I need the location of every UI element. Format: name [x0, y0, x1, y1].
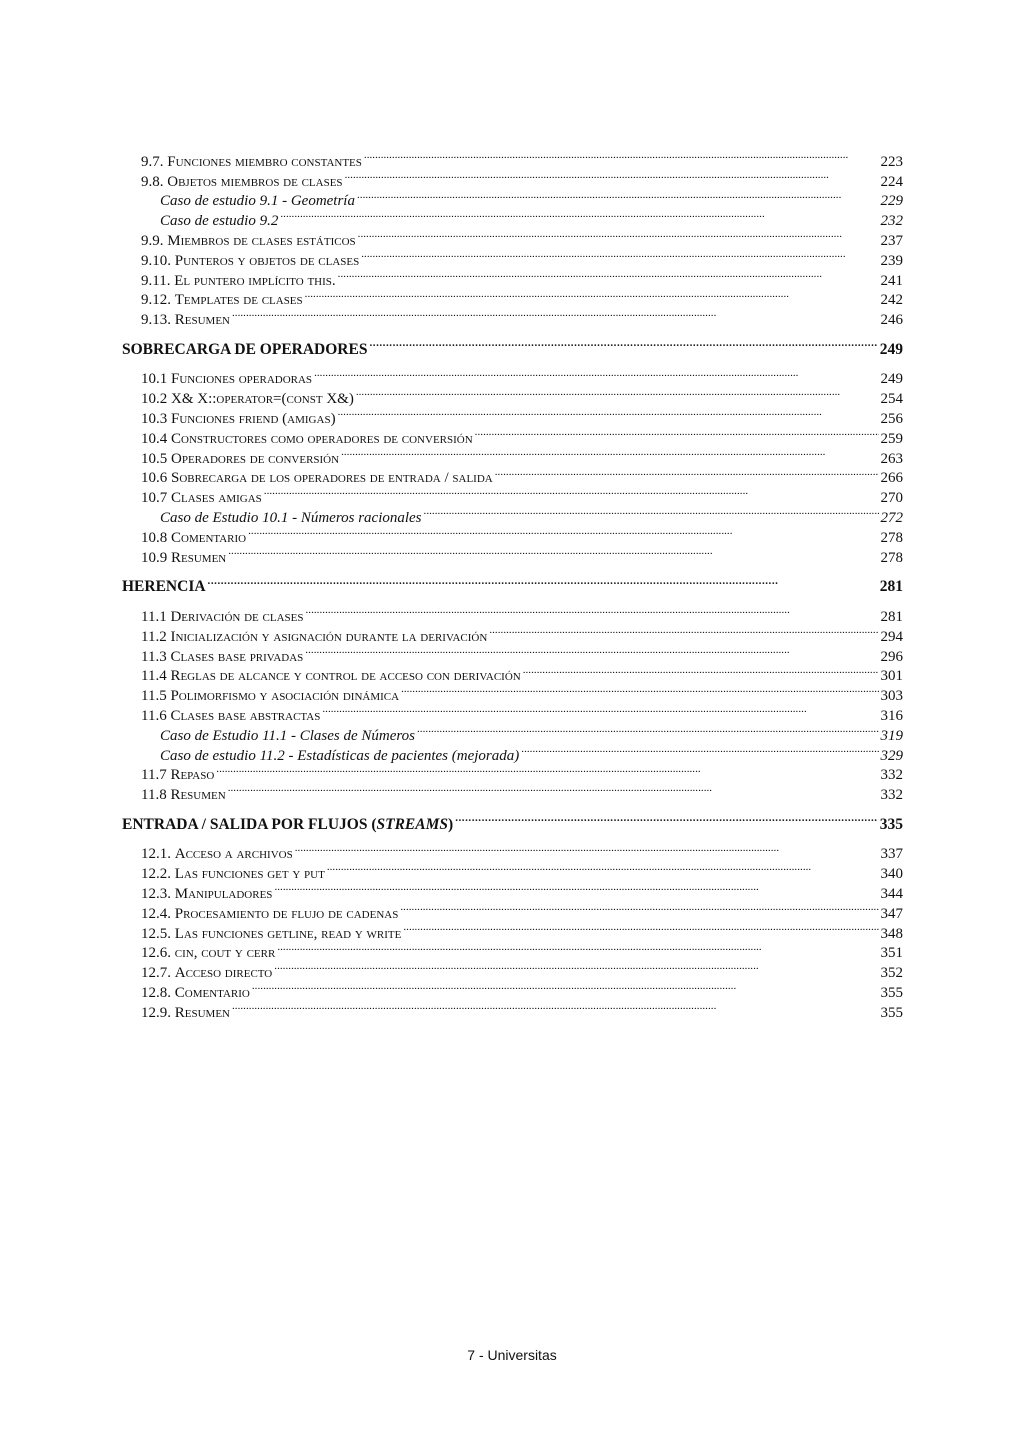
toc-entry-number: 11.8 — [141, 787, 167, 804]
toc-entry-text: El puntero implícito this. — [174, 272, 336, 289]
dot-leader — [400, 898, 878, 918]
toc-section-entry[interactable] — [122, 542, 903, 566]
toc-entry-text: Operadores de conversión — [171, 450, 340, 467]
toc-entry-text: Templates de clases — [174, 292, 303, 309]
toc-page-number: 340 — [880, 866, 903, 883]
toc-entry-title — [160, 212, 278, 232]
dot-leader — [417, 720, 879, 740]
table-of-contents — [122, 146, 903, 1021]
toc-page-number: 332 — [880, 767, 903, 784]
toc-entry-title — [141, 845, 293, 865]
toc-page-number: 319 — [880, 727, 903, 744]
toc-entry-text: Caso de Estudio 10.1 - Números racionales — [160, 510, 422, 527]
toc-entry-number: 11.1 — [141, 608, 167, 625]
toc-page-number: 337 — [880, 846, 903, 863]
toc-entry-text: Reglas de alcance y control de acceso con derivación — [170, 668, 521, 685]
dot-leader — [489, 621, 878, 641]
dot-leader — [322, 700, 878, 720]
toc-section-entry[interactable] — [122, 304, 903, 329]
toc-entry-title — [122, 815, 453, 835]
toc-entry-text: Procesamiento de flujo de cadenas — [174, 905, 399, 922]
toc-entry-number: 10.4 — [141, 430, 168, 447]
toc-entry-title — [141, 885, 272, 905]
toc-entry-text: Acceso directo — [174, 965, 273, 982]
toc-entry-title — [141, 648, 303, 668]
toc-entry-number: 9.8. — [141, 173, 164, 190]
dot-leader — [216, 760, 878, 780]
toc-entry-text: Punteros y objetos de clases — [174, 252, 360, 269]
toc-page-number: 352 — [880, 965, 903, 982]
dot-leader — [475, 423, 879, 443]
toc-entry-number: 11.7 — [141, 767, 167, 784]
toc-entry-title — [141, 232, 356, 252]
toc-entry-number: 9.7. — [141, 153, 164, 170]
toc-page-number: 239 — [880, 252, 903, 269]
toc-entry-text: Constructores como operadores de conversión — [171, 430, 473, 447]
dot-leader — [252, 977, 879, 997]
dot-leader — [305, 285, 879, 305]
dot-leader — [274, 878, 878, 898]
dot-leader — [521, 740, 878, 760]
toc-page-number: 254 — [880, 391, 903, 408]
toc-section-entry[interactable] — [122, 779, 903, 804]
toc-entry-number: 11.4 — [141, 668, 167, 685]
toc-entry-number: 9.9. — [141, 232, 164, 249]
toc-section-entry[interactable] — [122, 146, 903, 170]
toc-entry-number: 12.4. — [141, 905, 171, 922]
toc-page-number: 347 — [880, 905, 903, 922]
toc-entry-number: 10.6 — [141, 470, 168, 487]
toc-entry-number: 12.9. — [141, 1004, 171, 1021]
toc-entry-text: Caso de Estudio 11.1 - Clases de Números — [160, 727, 415, 744]
toc-entry-text: Clases amigas — [171, 490, 262, 507]
toc-entry-text: Funciones miembro constantes — [167, 153, 362, 170]
toc-page-number: 303 — [880, 688, 903, 705]
dot-leader — [305, 601, 878, 621]
toc-entry-title — [141, 786, 226, 806]
dot-leader — [280, 205, 878, 225]
toc-page-number: 237 — [880, 232, 903, 249]
toc-section-entry[interactable] — [122, 997, 903, 1021]
toc-page-number: 249 — [879, 340, 903, 358]
toc-entry-number: 10.1 — [141, 371, 168, 388]
dot-leader — [455, 809, 878, 829]
page-footer: 7 - Universitas — [467, 1347, 557, 1363]
toc-page-number: 335 — [879, 815, 903, 833]
toc-entry-number: 10.8 — [141, 529, 168, 546]
toc-page-number: 242 — [880, 292, 903, 309]
toc-entry-title — [141, 252, 359, 272]
dot-leader — [356, 383, 879, 403]
toc-page-number: 278 — [880, 549, 903, 566]
toc-entry-text: Derivación de clases — [170, 608, 304, 625]
toc-entry-text: Manipuladores — [174, 886, 273, 902]
dot-leader — [401, 680, 878, 700]
dot-leader — [424, 502, 879, 522]
dot-leader — [327, 858, 879, 878]
toc-page-number: 355 — [880, 984, 903, 1001]
toc-entry-text: Caso de estudio 9.2 — [160, 213, 279, 230]
toc-entry-number: 10.2 — [141, 391, 168, 408]
toc-entry-text: Comentario — [171, 529, 247, 546]
toc-entry-title — [141, 905, 398, 925]
toc-entry-text: Caso de estudio 11.2 - Estadísticas de pacientes (mejorada) — [160, 747, 520, 764]
dot-leader — [305, 641, 878, 661]
dot-leader — [364, 146, 879, 166]
dot-leader — [338, 403, 879, 423]
dot-leader — [232, 997, 879, 1017]
toc-entry-text: Repaso — [170, 767, 215, 784]
toc-page-number: 266 — [880, 470, 903, 487]
toc-entry-title — [141, 153, 362, 173]
toc-page-number: 232 — [880, 213, 903, 230]
toc-entry-text: Resumen — [174, 1004, 230, 1021]
toc-page-number: 229 — [880, 193, 903, 210]
toc-chapter-entry[interactable] — [122, 334, 903, 358]
toc-page-number: 332 — [880, 787, 903, 804]
dot-leader — [338, 265, 879, 285]
toc-page-number: 301 — [880, 668, 903, 685]
toc-entry-number: 9.13. — [141, 312, 171, 329]
dot-leader — [277, 938, 878, 958]
toc-page-number: 296 — [880, 648, 903, 665]
toc-entry-number: 12.6. — [141, 945, 171, 962]
toc-entry-title — [122, 577, 206, 597]
toc-entry-number: 12.2. — [141, 866, 171, 883]
toc-page-number: 259 — [880, 430, 903, 447]
toc-page-number: 351 — [880, 945, 903, 962]
toc-page-number: 223 — [880, 153, 903, 170]
toc-entry-text: Las funciones getline, read y write — [174, 925, 402, 942]
toc-page-number: 344 — [880, 886, 903, 902]
toc-entry-number: 10.7 — [141, 490, 168, 507]
toc-entry-number: 11.2 — [141, 628, 167, 645]
toc-chapter-entry[interactable] — [122, 809, 903, 833]
toc-entry-text: Miembros de clases estáticos — [167, 232, 356, 249]
toc-page-number: 246 — [880, 312, 903, 329]
dot-leader — [232, 304, 879, 324]
toc-page-number: 241 — [880, 272, 903, 289]
toc-entry-number: 12.5. — [141, 925, 171, 942]
dot-leader — [523, 661, 879, 681]
toc-entry-text: Comentario — [174, 984, 250, 1001]
toc-entry-text: Caso de estudio 9.1 - Geometría — [160, 193, 355, 210]
toc-entry-title — [141, 450, 339, 470]
toc-entry-number: 11.5 — [141, 688, 167, 705]
toc-page-number: 281 — [879, 578, 903, 596]
toc-entry-number: 12.8. — [141, 984, 171, 1001]
dot-leader — [248, 522, 878, 542]
toc-entry-text: Resumen — [170, 787, 226, 804]
toc-entry-text: Resumen — [174, 312, 230, 329]
toc-entry-text: Funciones friend (amigas) — [171, 411, 336, 428]
toc-entry-title — [141, 390, 354, 410]
toc-entry-title — [141, 608, 303, 628]
toc-entry-text: Clases base privadas — [170, 648, 304, 665]
toc-chapter-entry[interactable] — [122, 572, 903, 596]
toc-entry-text: Sobrecarga de los operadores de entrada / salida — [171, 470, 493, 487]
toc-entry-text: Polimorfismo y asociación dinámica — [170, 688, 400, 705]
toc-entry-number: 10.5 — [141, 450, 168, 467]
toc-section-entry[interactable] — [122, 364, 903, 388]
toc-entry-text: Resumen — [171, 549, 227, 566]
toc-entry-title — [141, 410, 336, 430]
toc-section-entry[interactable] — [122, 760, 903, 784]
toc-page-number: 272 — [880, 510, 903, 527]
dot-leader — [369, 334, 877, 354]
toc-page-number: 329 — [880, 747, 903, 764]
dot-leader — [361, 245, 878, 265]
toc-entry-text: Acceso a archivos — [174, 846, 293, 863]
toc-page-number: 348 — [880, 925, 903, 942]
toc-entry-number: 12.7. — [141, 965, 171, 982]
toc-entry-title — [141, 707, 320, 727]
toc-entry-text: Objetos miembros de clases — [167, 173, 343, 190]
toc-entry-text: Funciones operadoras — [171, 371, 313, 388]
toc-entry-number: 11.3 — [141, 648, 167, 665]
toc-entry-text: SOBRECARGA DE OPERADORES — [122, 340, 368, 358]
toc-page-number: 256 — [880, 411, 903, 428]
dot-leader — [228, 542, 878, 562]
dot-leader — [403, 918, 878, 938]
toc-page-number: 270 — [880, 490, 903, 507]
toc-entry-number: 9.12. — [141, 292, 171, 309]
toc-entry-title — [141, 311, 230, 331]
toc-page-number: 263 — [880, 450, 903, 467]
dot-leader — [495, 463, 879, 483]
toc-entry-text: Clases base abstractas — [170, 707, 321, 724]
toc-entry-title — [141, 1004, 230, 1024]
toc-page-number: 224 — [880, 173, 903, 190]
dot-leader — [358, 225, 879, 245]
toc-section-entry[interactable] — [122, 839, 903, 863]
toc-page-number: 281 — [880, 608, 903, 625]
dot-leader — [274, 957, 878, 977]
dot-leader — [295, 839, 879, 859]
dot-leader — [264, 482, 879, 502]
toc-section-entry[interactable] — [122, 601, 903, 625]
toc-entry-text: Inicialización y asignación durante la derivación — [170, 628, 488, 645]
toc-entry-text: Las funciones get y put — [174, 866, 325, 883]
dot-leader — [345, 166, 879, 186]
toc-entry-number: 9.11. — [141, 272, 171, 289]
toc-entry-text-suffix: ) — [448, 815, 454, 833]
toc-page-number: 294 — [880, 628, 903, 645]
toc-entry-title — [141, 489, 262, 509]
toc-entry-number: 10.3 — [141, 411, 168, 428]
toc-entry-number: 12.3. — [141, 886, 171, 902]
toc-entry-text-italic: STREAMS — [376, 815, 449, 833]
toc-page-number: 316 — [880, 707, 903, 724]
toc-page-number: 355 — [880, 1004, 903, 1021]
toc-entry-text: cin, cout y cerr — [174, 945, 276, 962]
toc-entry-title — [141, 766, 214, 786]
toc-entry-number: 10.9 — [141, 549, 168, 566]
toc-entry-number: 12.1. — [141, 846, 171, 863]
toc-page-number: 278 — [880, 529, 903, 546]
toc-entry-title — [160, 727, 415, 747]
toc-entry-title — [141, 944, 275, 964]
toc-entry-text: X& X::operator=(const X&) — [171, 391, 354, 408]
dot-leader — [314, 364, 878, 384]
dot-leader — [341, 443, 878, 463]
dot-leader — [228, 779, 879, 799]
toc-entry-title — [141, 549, 226, 569]
toc-entry-text: ENTRADA / SALIDA POR FLUJOS ( — [122, 815, 377, 833]
toc-entry-title — [141, 370, 312, 390]
toc-entry-title — [141, 173, 343, 193]
dot-leader — [208, 572, 878, 592]
toc-entry-number: 9.10. — [141, 252, 171, 269]
dot-leader — [357, 186, 879, 206]
toc-entry-text: HERENCIA — [122, 578, 206, 596]
toc-page-number: 249 — [880, 371, 903, 388]
toc-entry-number: 11.6 — [141, 707, 167, 724]
toc-entry-title — [122, 340, 367, 360]
